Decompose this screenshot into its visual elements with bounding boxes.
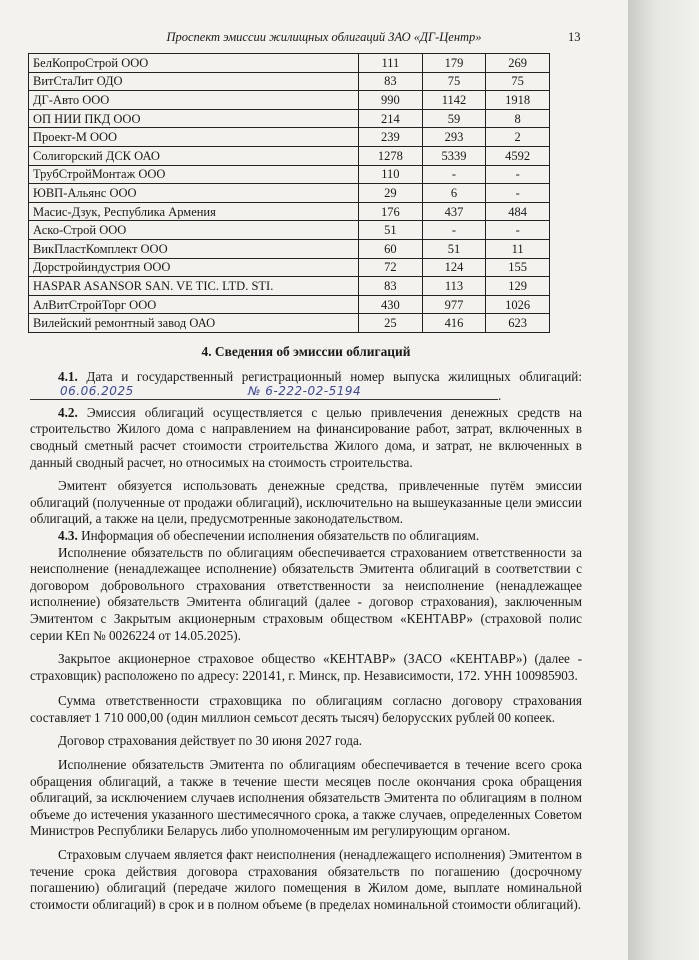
table-row	[29, 128, 550, 147]
table-row	[29, 165, 550, 184]
table-row	[29, 314, 550, 333]
company-name-cell: Дорстройиндустрия ООО	[29, 258, 359, 277]
paragraph-sum: Сумма ответственности страховщика по облигациям согласно договору страхования составляет 1 710 000,00 (один миллион семьсот десять тысяч) белорусских рублей 00 копеек.	[30, 693, 582, 725]
company-name-cell: ОП НИИ ПКД ООО	[29, 109, 359, 128]
value-cell-3: 11	[486, 239, 550, 258]
paragraph-4-2	[30, 405, 582, 471]
value-cell-3: 75	[486, 72, 550, 91]
value-cell-1: 239	[359, 128, 423, 147]
company-name-cell: БелКопроСтрой ООО	[29, 54, 359, 73]
value-cell-2: 179	[422, 54, 486, 73]
value-cell-1: 214	[359, 109, 423, 128]
value-cell-2: 113	[422, 277, 486, 296]
value-cell-2: 51	[422, 239, 486, 258]
page-edge-shadow	[628, 0, 699, 960]
value-cell-3: -	[486, 165, 550, 184]
section-title: 4. Сведения об эмиссии облигаций	[201, 344, 411, 359]
value-cell-2: 1142	[422, 91, 486, 110]
company-name-cell: ВитСтаЛит ОДО	[29, 72, 359, 91]
company-name-cell: Вилейский ремонтный завод ОАО	[29, 314, 359, 333]
value-cell-1: 60	[359, 239, 423, 258]
table-row	[29, 184, 550, 203]
value-cell-2: 293	[422, 128, 486, 147]
value-cell-2: 75	[422, 72, 486, 91]
company-name-cell: ЮВП-Альянс ООО	[29, 184, 359, 203]
value-cell-2: -	[422, 221, 486, 240]
value-cell-1: 83	[359, 277, 423, 296]
value-cell-1: 990	[359, 91, 423, 110]
company-name-cell: ВикПластКомплект ООО	[29, 239, 359, 258]
value-cell-3: 155	[486, 258, 550, 277]
counterparty-table	[28, 53, 550, 333]
value-cell-3: 8	[486, 109, 550, 128]
value-cell-2: 5339	[422, 146, 486, 165]
table-row	[29, 258, 550, 277]
value-cell-2: 977	[422, 295, 486, 314]
page-number: 13	[568, 30, 581, 44]
paragraph-insurer: Закрытое акционерное страховое общество «КЕНТАВР» (ЗАСО «КЕНТАВР») (далее - страховщик) расположено по адресу: 220141, г. Минск, пр. Независимости, 172. УНН 100985903.	[30, 651, 582, 683]
table-row	[29, 54, 550, 73]
value-cell-1: 29	[359, 184, 423, 203]
table-row	[29, 91, 550, 110]
company-name-cell: ТрубСтройМонтаж ООО	[29, 165, 359, 184]
value-cell-3: 1918	[486, 91, 550, 110]
value-cell-2: 416	[422, 314, 486, 333]
value-cell-3: 623	[486, 314, 550, 333]
company-name-cell: ДГ-Авто ООО	[29, 91, 359, 110]
value-cell-1: 1278	[359, 146, 423, 165]
paragraph-4-1: 4.1. Дата и государственный регистрационный номер выпуска жилищных облигаций: 06.06.2025 № 6-222-02-5194 .	[30, 369, 582, 405]
value-cell-1: 83	[359, 72, 423, 91]
handwritten-number: № 6-222-02-5194	[248, 383, 362, 398]
page-header: Проспект эмиссии жилищных облигаций ЗАО «ДГ-Центр»	[166, 30, 482, 44]
company-name-cell: АлВитСтройТорг ООО	[29, 295, 359, 314]
table-row	[29, 72, 550, 91]
paragraph-term: Договор страхования действует по 30 июня 2027 года.	[58, 733, 363, 749]
company-name-cell: Аско-Строй ООО	[29, 221, 359, 240]
table-row	[29, 146, 550, 165]
value-cell-2: -	[422, 165, 486, 184]
table-row	[29, 295, 550, 314]
value-cell-3: 484	[486, 202, 550, 221]
value-cell-3: 1026	[486, 295, 550, 314]
paragraph-number: 4.2.	[58, 404, 78, 420]
paragraph-4-3	[30, 528, 582, 545]
value-cell-1: 430	[359, 295, 423, 314]
paragraph-text: Дата и государственный регистрационный номер выпуска жилищных облигаций:	[86, 368, 582, 384]
table-row	[29, 277, 550, 296]
table-row	[29, 221, 550, 240]
value-cell-1: 111	[359, 54, 423, 73]
value-cell-2: 124	[422, 258, 486, 277]
value-cell-3: 2	[486, 128, 550, 147]
company-name-cell: Солигорский ДСК ОАО	[29, 146, 359, 165]
company-name-cell: Проект-М ООО	[29, 128, 359, 147]
table-row	[29, 202, 550, 221]
value-cell-1: 110	[359, 165, 423, 184]
value-cell-1: 25	[359, 314, 423, 333]
value-cell-2: 437	[422, 202, 486, 221]
value-cell-2: 59	[422, 109, 486, 128]
paragraph-text: Информация об обеспечении исполнения обязательств по облигациям.	[81, 527, 480, 543]
company-name-cell: HASPAR ASANSOR SAN. VE TIC. LTD. STI.	[29, 277, 359, 296]
registration-fill-line	[30, 385, 498, 400]
value-cell-3: 4592	[486, 146, 550, 165]
value-cell-3: 269	[486, 54, 550, 73]
paragraph-number: 4.1.	[58, 368, 78, 384]
paragraph-insured-case: Страховым случаем является факт неисполнения (ненадлежащего исполнения) Эмитентом в течение срока действия договора страхования обязательств по погашению (досрочному погашению) облигаций (передаче жилого помещения в Жилом доме, выплате номинальной стоимости облигаций) в срок и в полном объеме (в пределах номинальной стоимости облигаций).	[30, 847, 582, 912]
paragraph-insurance: Исполнение обязательств по облигациям обеспечивается страхованием ответственности за неисполнение (ненадлежащее исполнение) обязательств Эмитента облигаций в соответствии с договором добровольного страхования ответственности за неисполнение (ненадлежащее исполнение) обязательств Эмитента облигаций (далее - договор страхования), заключенным Эмитентом с Закрытым акционерным страховым обществом «КЕНТАВР» (страховой полис серии КЕп № 0026224 от 14.05.2025).	[30, 544, 582, 643]
value-cell-2: 6	[422, 184, 486, 203]
paragraph-text: Эмиссия облигаций осуществляется с целью привлечения денежных средств на строительство Жилого дома с направлением на финансирование работ, затрат, включенных в сводный сметный расчет стоимости строительства Жилого дома, и затрат, не включенных в данный сводный расчет, но относимых на стоимость строительства.	[30, 404, 582, 470]
value-cell-3: 129	[486, 277, 550, 296]
value-cell-3: -	[486, 184, 550, 203]
value-cell-1: 51	[359, 221, 423, 240]
value-cell-1: 176	[359, 202, 423, 221]
paragraph-number: 4.3.	[58, 527, 78, 543]
company-name-cell: Масис-Дзук, Республика Армения	[29, 202, 359, 221]
paragraph-emitter-obligation: Эмитент обязуется использовать денежные средства, привлеченные путём эмиссии облигаций (полученные от продажи облигаций), исключительно на вышеуказанные цели эмиссии облигаций, а также на цели, предусмотренные законодательством.	[30, 478, 582, 527]
table-row	[29, 109, 550, 128]
value-cell-3: -	[486, 221, 550, 240]
table-row	[29, 239, 550, 258]
paragraph-period: Исполнение обязательств Эмитента по облигациям обеспечивается в течение всего срока обращения облигаций, а также в течение шести месяцев после окончания срока обращения облигаций, за исключением случаев исполнения обязательств Эмитента по облигациям в полном объеме до истечения указанного шестимесячного срока, а также случаев, определенных Советом Министров Республики Беларусь либо уполномоченным им регулирующим органом.	[30, 757, 582, 839]
handwritten-date: 06.06.2025	[60, 383, 134, 398]
value-cell-1: 72	[359, 258, 423, 277]
section-body	[30, 344, 582, 913]
